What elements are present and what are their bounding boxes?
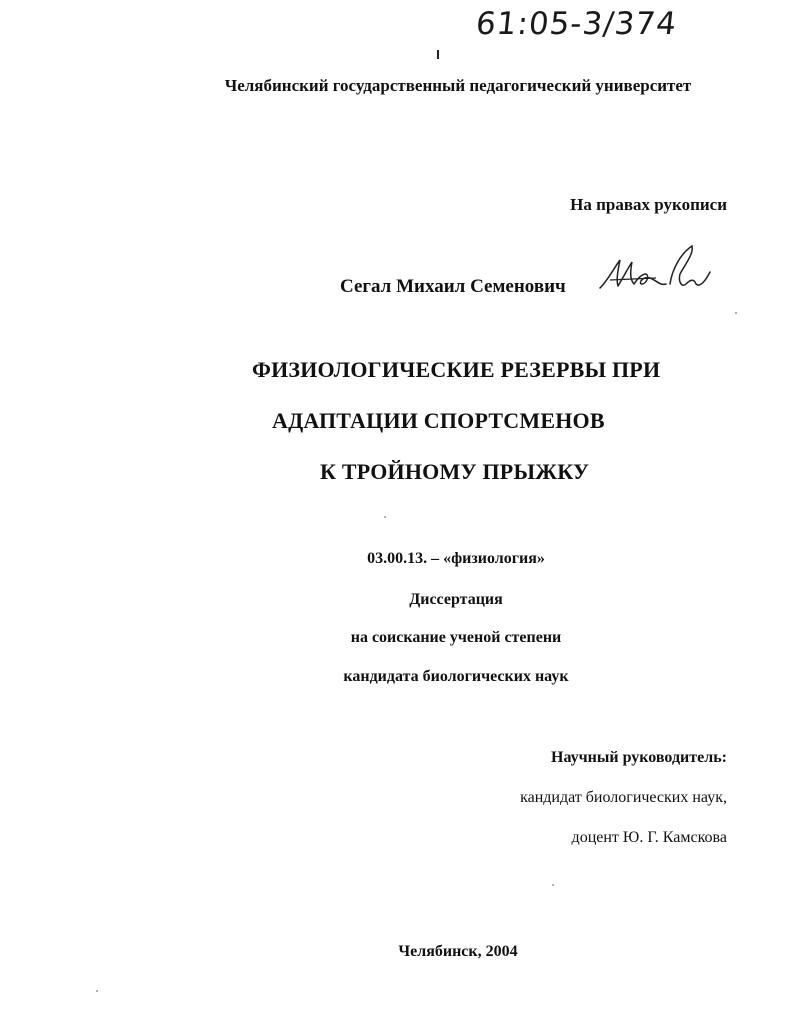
supervisor-label: Научный руководитель: xyxy=(551,749,727,766)
tick-mark xyxy=(437,50,439,59)
title-line-1: ФИЗИОЛОГИЧЕСКИЕ РЕЗЕРВЫ ПРИ xyxy=(252,357,661,382)
signature-icon xyxy=(596,240,716,300)
title-line-3: К ТРОЙНОМУ ПРЫЖКУ xyxy=(320,459,590,484)
scan-speck xyxy=(96,990,98,992)
document-type: Диссертация xyxy=(409,591,503,608)
scan-speck xyxy=(384,516,386,518)
scan-speck xyxy=(735,312,737,314)
rights-note: На правах рукописи xyxy=(570,195,727,214)
supervisor-name: доцент Ю. Г. Камскова xyxy=(571,829,727,846)
title-line-2: АДАПТАЦИИ СПОРТСМЕНОВ xyxy=(272,408,605,433)
city-year: Челябинск, 2004 xyxy=(398,943,518,960)
author-name: Сегал Михаил Семенович xyxy=(340,276,566,297)
specialty-code: 03.00.13. – «физиология» xyxy=(367,550,545,567)
university-name: Челябинский государственный педагогический университет xyxy=(224,76,692,95)
supervisor-degree: кандидат биологических наук, xyxy=(520,789,727,806)
degree-line-2: кандидата биологических наук xyxy=(343,668,569,685)
archive-number: 61:05-3/374 xyxy=(474,6,679,42)
scan-speck xyxy=(552,884,554,886)
degree-line-1: на соискание ученой степени xyxy=(350,629,562,646)
